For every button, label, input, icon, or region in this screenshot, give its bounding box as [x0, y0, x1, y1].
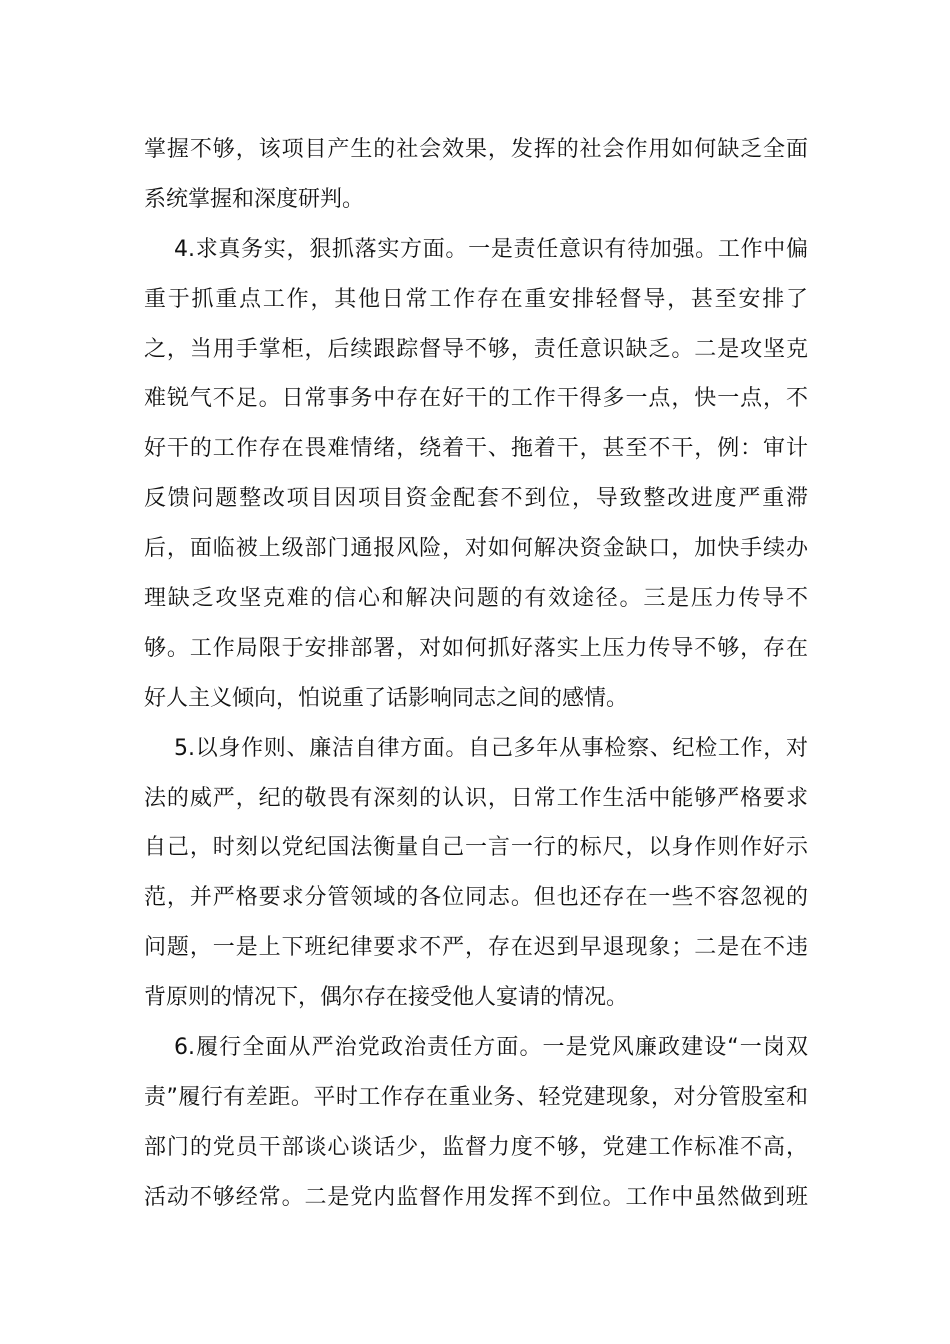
document-body: [144, 125, 808, 1223]
text-line: 好干的工作存在畏难情绪，绕着干、拖着干，甚至不干，例：审计: [144, 436, 808, 462]
text-line: 重于抓重点工作，其他日常工作存在重安排轻督导，甚至安排了: [144, 286, 808, 312]
text-line: 反馈问题整改项目因项目资金配套不到位，导致整改进度严重滞: [144, 486, 808, 512]
text-line: 活动不够经常。二是党内监督作用发挥不到位。工作中虽然做到班: [144, 1184, 808, 1210]
text-line: 够。工作局限于安排部署，对如何抓好落实上压力传导不够，存在: [144, 635, 808, 661]
text-line: 后，面临被上级部门通报风险，对如何解决资金缺口，加快手续办: [144, 536, 808, 562]
text-line: 理缺乏攻坚克难的信心和解决问题的有效途径。三是压力传导不: [144, 586, 808, 612]
text-line: 法的威严，纪的敬畏有深刻的认识，日常工作生活中能够严格要求: [144, 785, 808, 811]
text-line: 好人主义倾向，怕说重了话影响同志之间的感情。: [144, 685, 629, 711]
text-line: 部门的党员干部谈心谈话少，监督力度不够，党建工作标准不高，: [144, 1134, 808, 1160]
text-line: 难锐气不足。日常事务中存在好干的工作干得多一点，快一点，不: [144, 386, 808, 412]
text-line: 自己，时刻以党纪国法衡量自己一言一行的标尺，以身作则作好示: [144, 835, 808, 861]
text-line: 系统掌握和深度研判。: [144, 186, 365, 212]
paragraph-heading-line: 4.求真务实，狠抓落实方面。一是责任意识有待加强。工作中偏: [174, 236, 808, 262]
text-line: 范，并严格要求分管领域的各位同志。但也还存在一些不容忽视的: [144, 885, 808, 911]
text-line: 掌握不够，该项目产生的社会效果，发挥的社会作用如何缺乏全面: [144, 137, 808, 162]
text-line: 问题，一是上下班纪律要求不严，存在迟到早退现象；二是在不违: [144, 935, 808, 961]
text-line: 之，当用手掌柜，后续跟踪督导不够，责任意识缺乏。二是攻坚克: [144, 336, 808, 362]
paragraph-heading-line: 5.以身作则、廉洁自律方面。自己多年从事检察、纪检工作，对: [174, 735, 808, 761]
text-line: 背原则的情况下，偶尔存在接受他人宴请的情况。: [144, 985, 629, 1011]
paragraph-heading-line: 6.履行全面从严治党政治责任方面。一是党风廉政建设“一岗双: [174, 1035, 808, 1061]
text-line: 责”履行有差距。平时工作存在重业务、轻党建现象，对分管股室和: [144, 1084, 808, 1110]
